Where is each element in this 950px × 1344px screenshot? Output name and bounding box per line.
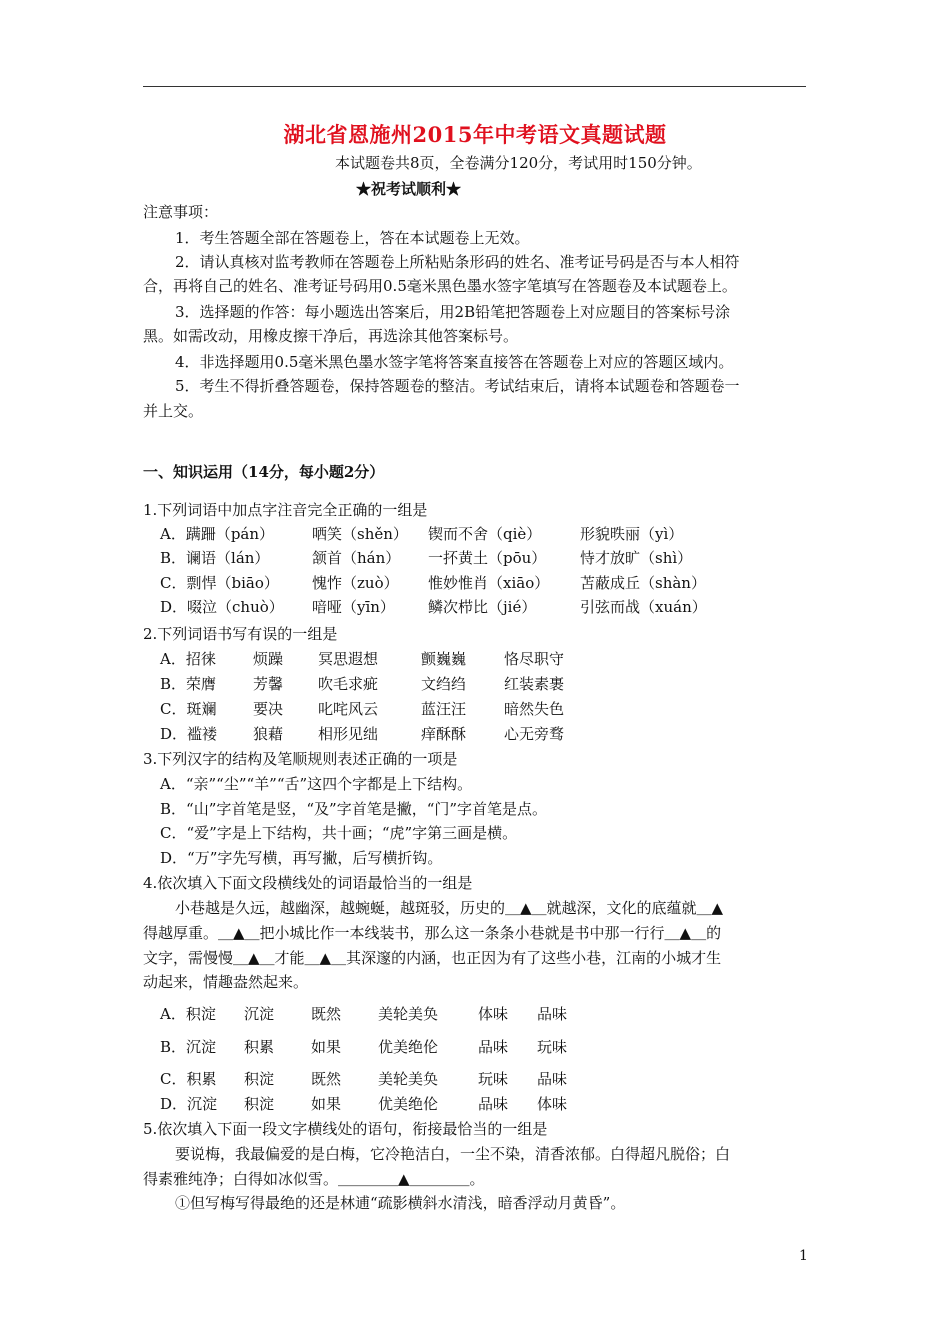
option-cell: 恃才放旷（shì） bbox=[580, 549, 693, 567]
passage-line: 得素雅纯净；白得如冰似雪。＿＿＿＿▲＿＿＿＿。 bbox=[143, 1170, 485, 1188]
passage-line: 要说梅，我最偏爱的是白梅，它冷艳洁白，一尘不染，清香浓郁。白得超凡脱俗；白 bbox=[175, 1145, 731, 1163]
option-cell: 心无旁骛 bbox=[504, 725, 565, 743]
header-rule bbox=[143, 86, 806, 87]
option-cell: 痒酥酥 bbox=[421, 725, 467, 743]
option-cell: 玩味 bbox=[537, 1038, 568, 1056]
option-cell: 愧怍（zuò） bbox=[312, 574, 399, 592]
notice-line: 合，再将自己的姓名、准考证号码用0.5毫米黑色墨水签字笔填写在答题卷及本试题卷上。 bbox=[143, 277, 737, 295]
option-cell: C．积累 bbox=[160, 1070, 217, 1088]
option-line: A．“亲”“尘”“羊”“舌”这四个字都是上下结构。 bbox=[160, 775, 473, 793]
question-stem: 3.下列汉字的结构及笔顺规则表述正确的一项是 bbox=[143, 750, 458, 768]
option-cell: 形貌昳丽（yì） bbox=[580, 525, 684, 543]
question-stem: 1.下列词语中加点字注音完全正确的一组是 bbox=[143, 501, 428, 519]
option-cell: 品味 bbox=[537, 1070, 568, 1088]
passage-line: 小巷越是久远，越幽深，越蜿蜒，越斑驳，历史的＿▲＿就越深，文化的底蕴就＿▲ bbox=[175, 899, 724, 917]
question-stem: 2.下列词语书写有误的一组是 bbox=[143, 625, 338, 643]
option-cell: 冥思遐想 bbox=[318, 650, 379, 668]
notice-line: 并上交。 bbox=[143, 402, 204, 420]
question-stem: 5.依次填入下面一段文字横线处的语句，衔接最恰当的一组是 bbox=[143, 1120, 548, 1138]
option-cell: 鳞次栉比（jié） bbox=[428, 598, 537, 616]
notice-line: 2．请认真核对监考教师在答题卷上所粘贴条形码的姓名、准考证号码是否与本人相符 bbox=[175, 253, 740, 271]
option-cell: 积淀 bbox=[244, 1095, 275, 1113]
option-cell: 红装素裹 bbox=[504, 675, 565, 693]
option-cell: 品味 bbox=[537, 1005, 568, 1023]
passage-line: 文字，需慢慢＿▲＿才能＿▲＿其深邃的内涵，也正因为有了这些小巷，江南的小城才生 bbox=[143, 949, 722, 967]
passage-line: 动起来，情趣盎然起来。 bbox=[143, 973, 309, 991]
option-cell: 优美绝伦 bbox=[378, 1038, 439, 1056]
option-cell: A．招徕 bbox=[160, 650, 216, 668]
option-cell: 颔首（hán） bbox=[312, 549, 401, 567]
page-number: 1 bbox=[799, 1248, 808, 1264]
option-cell: 相形见绌 bbox=[318, 725, 379, 743]
option-cell: 蓝汪汪 bbox=[421, 700, 467, 718]
option-cell: 积累 bbox=[244, 1038, 275, 1056]
option-cell: 品味 bbox=[478, 1095, 509, 1113]
option-cell: 体味 bbox=[537, 1095, 568, 1113]
notice-line: 3．选择题的作答：每小题选出答案后，用2B铅笔把答题卷上对应题目的答案标号涂 bbox=[175, 303, 731, 321]
option-cell: 惟妙惟肖（xiāo） bbox=[428, 574, 550, 592]
blessing: ★祝考试顺利★ bbox=[356, 180, 462, 198]
option-cell: 积淀 bbox=[244, 1070, 275, 1088]
option-cell: 引弦而战（xuán） bbox=[580, 598, 707, 616]
notice-line: 4．非选择题用0.5毫米黑色墨水签字笔将答案直接答在答题卷上对应的答题区域内。 bbox=[175, 353, 734, 371]
option-cell: B．沉淀 bbox=[160, 1038, 217, 1056]
notice-line: 黑。如需改动，用橡皮擦干净后，再选涂其他答案标号。 bbox=[143, 327, 519, 345]
notice-heading: 注意事项： bbox=[143, 203, 219, 221]
option-cell: 美轮美奂 bbox=[378, 1070, 439, 1088]
option-cell: 如果 bbox=[311, 1095, 342, 1113]
option-cell: 颤巍巍 bbox=[421, 650, 467, 668]
notice-line: 5．考生不得折叠答题卷，保持答题卷的整洁。考试结束后，请将本试题卷和答题卷一 bbox=[175, 377, 740, 395]
option-cell: 如果 bbox=[311, 1038, 342, 1056]
option-line: C．“爱”字是上下结构，共十画；“虎”字第三画是横。 bbox=[160, 824, 518, 842]
option-cell: 喑哑（yīn） bbox=[312, 598, 395, 616]
option-cell: 优美绝伦 bbox=[378, 1095, 439, 1113]
option-cell: 锲而不舍（qiè） bbox=[428, 525, 542, 543]
option-line: ①但写梅写得最绝的还是林逋“疏影横斜水清浅，暗香浮动月黄昏”。 bbox=[175, 1194, 626, 1212]
option-cell: 既然 bbox=[311, 1005, 342, 1023]
page-title: 湖北省恩施州2015年中考语文真题试题 bbox=[283, 122, 667, 147]
option-cell: 吹毛求疵 bbox=[318, 675, 379, 693]
option-cell: 暗然失色 bbox=[504, 700, 565, 718]
option-cell: 美轮美奂 bbox=[378, 1005, 439, 1023]
option-cell: A．蹒跚（pán） bbox=[160, 525, 275, 543]
option-line: B．“山”字首笔是竖，“及”字首笔是撇，“门”字首笔是点。 bbox=[160, 800, 548, 818]
option-cell: 品味 bbox=[478, 1038, 509, 1056]
option-cell: D．沉淀 bbox=[160, 1095, 218, 1113]
option-line: D．“万”字先写横，再写撇，后写横折钩。 bbox=[160, 849, 443, 867]
option-cell: C．剽悍（biāo） bbox=[160, 574, 279, 592]
passage-line: 得越厚重。＿▲＿把小城比作一本线装书，那么这一条条小巷就是书中那一行行＿▲＿的 bbox=[143, 924, 722, 942]
section-heading: 一、知识运用（14分，每小题2分） bbox=[143, 463, 385, 481]
option-cell: 叱咤风云 bbox=[318, 700, 379, 718]
option-cell: 烦躁 bbox=[253, 650, 284, 668]
option-cell: 哂笑（shěn） bbox=[312, 525, 408, 543]
option-cell: C．斑斓 bbox=[160, 700, 217, 718]
option-cell: 苫蔽成丘（shàn） bbox=[580, 574, 706, 592]
option-cell: A．积淀 bbox=[160, 1005, 216, 1023]
notice-line: 1．考生答题全部在答题卷上，答在本试题卷上无效。 bbox=[175, 229, 530, 247]
option-cell: 文绉绉 bbox=[421, 675, 467, 693]
option-cell: 既然 bbox=[311, 1070, 342, 1088]
option-cell: 恪尽职守 bbox=[504, 650, 565, 668]
option-cell: D．褴褛 bbox=[160, 725, 218, 743]
option-cell: 芳馨 bbox=[253, 675, 284, 693]
question-stem: 4.依次填入下面文段横线处的词语最恰当的一组是 bbox=[143, 874, 473, 892]
option-cell: 一抔黄土（pōu） bbox=[428, 549, 547, 567]
option-cell: 要决 bbox=[253, 700, 284, 718]
exam-info: 本试题卷共8页，全卷满分120分，考试用时150分钟。 bbox=[335, 154, 702, 172]
option-cell: 玩味 bbox=[478, 1070, 509, 1088]
option-cell: D．啜泣（chuò） bbox=[160, 598, 284, 616]
option-cell: 沉淀 bbox=[244, 1005, 275, 1023]
option-cell: 狼藉 bbox=[253, 725, 284, 743]
option-cell: 体味 bbox=[478, 1005, 509, 1023]
option-cell: B．谰语（lán） bbox=[160, 549, 270, 567]
option-cell: B．荣膺 bbox=[160, 675, 217, 693]
